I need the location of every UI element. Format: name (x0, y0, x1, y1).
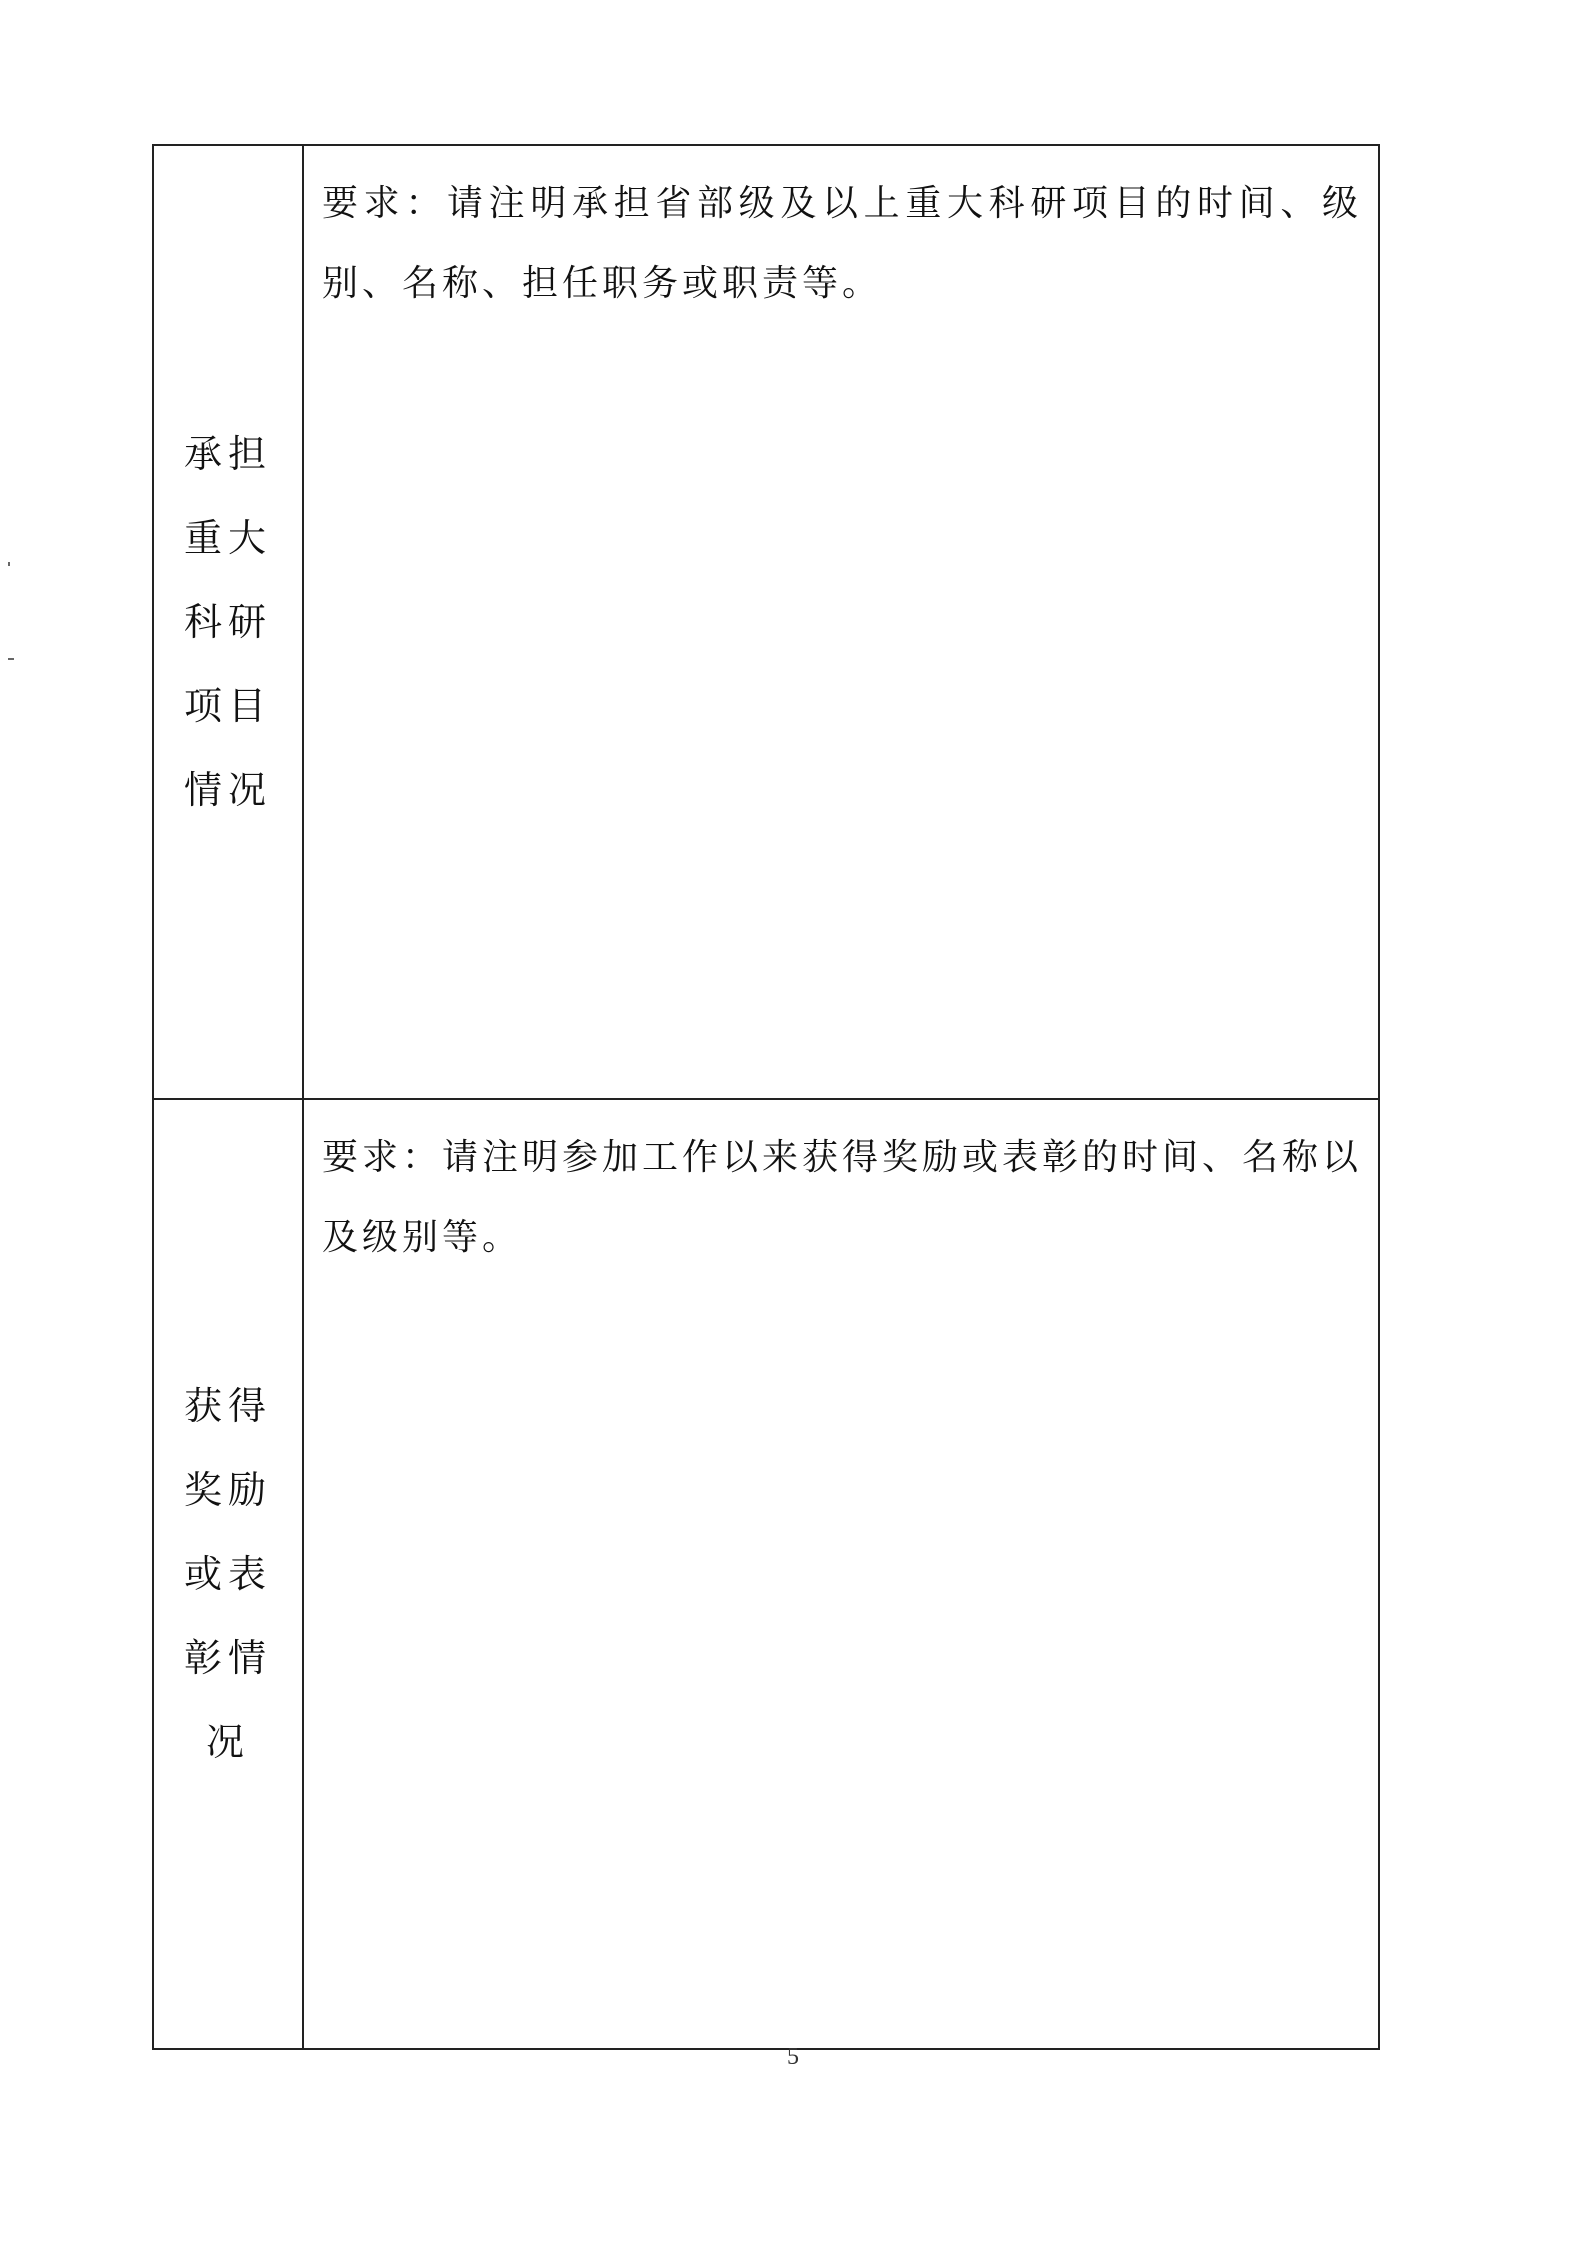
section-label-cell (153, 145, 303, 1099)
section-content-cell[interactable] (303, 1099, 1379, 2049)
section-label: 获得奖励或表彰情况 (183, 1384, 272, 1764)
page-number: 5 (787, 2044, 799, 2070)
section-content-cell[interactable] (303, 145, 1379, 1099)
section-label-cell (153, 1099, 303, 2049)
table-row (153, 145, 1379, 1099)
scan-mark (8, 562, 10, 566)
table-row (153, 1099, 1379, 2049)
scan-mark (8, 658, 14, 660)
section-label: 承担重大科研项目情况 (183, 432, 272, 812)
requirement-text: 要求：请注明承担省部级及以上重大科研项目的时间、级别、名称、担任职务或职责等。 (322, 183, 1362, 304)
form-table (152, 144, 1380, 2050)
requirement-text: 要求：请注明参加工作以来获得奖励或表彰的时间、名称以及级别等。 (322, 1137, 1363, 1258)
